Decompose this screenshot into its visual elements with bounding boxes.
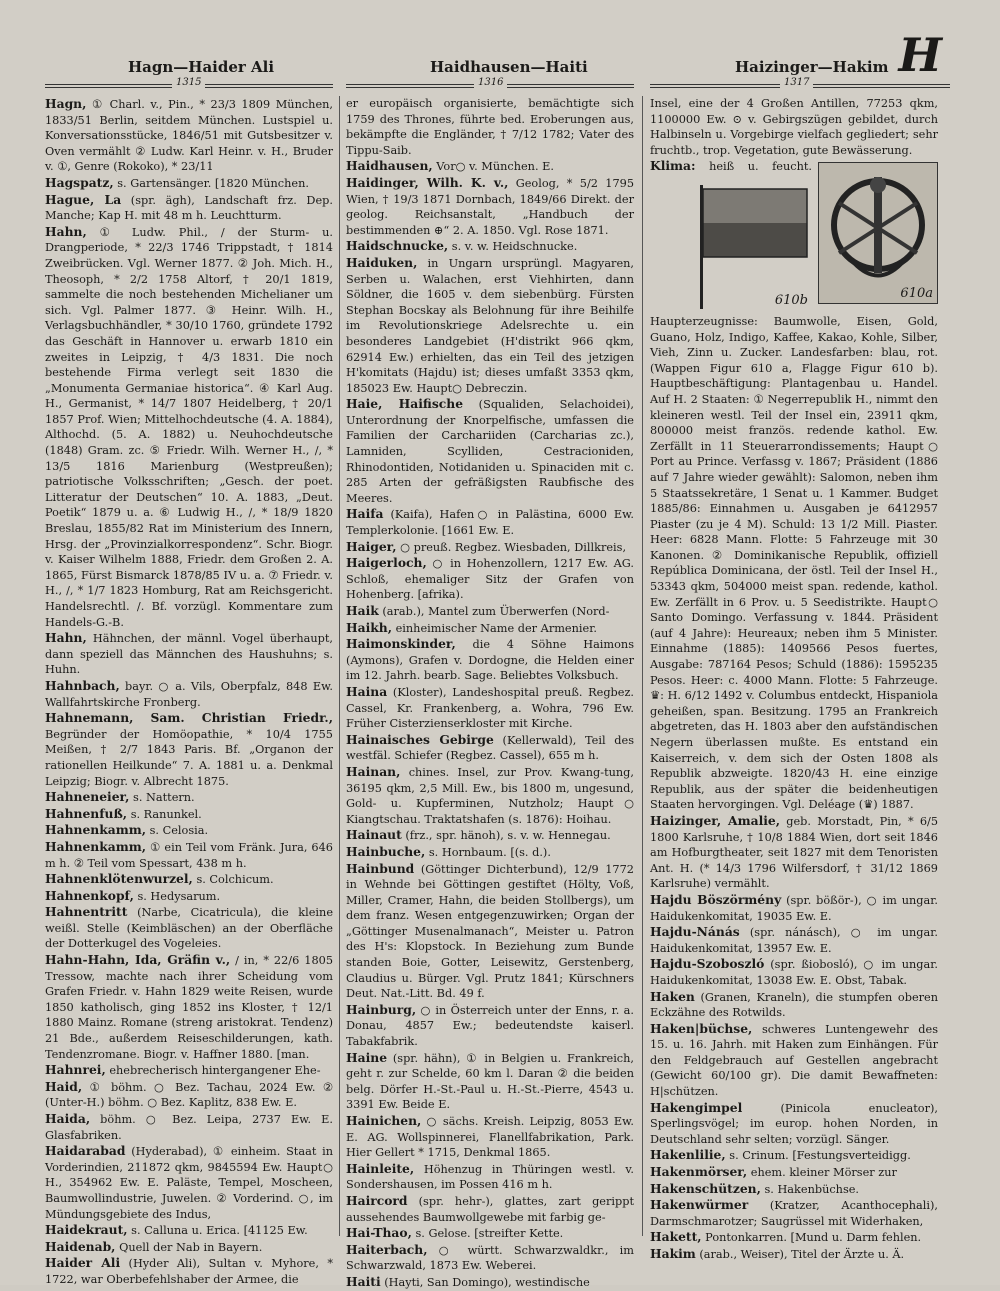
dictionary-entry	[346, 764, 634, 827]
dictionary-entry	[45, 1062, 333, 1079]
entry-headword: Hainbuche,	[346, 843, 426, 859]
entry-text: s. Hornbaum. [(s. d.).	[428, 845, 551, 859]
entry-text: Geolog, * 5/2 1795 Wien, † 19/3 1871 Dornbach, 1849/66 Direkt. der geolog. Reichsanstalt, „Handbuch der bestimmenden ⊕“ 2. A. 1850. Vgl. Rose 1871.	[346, 176, 635, 237]
dictionary-entry	[45, 822, 333, 839]
running-head-right: Haizinger—Hakim	[735, 58, 889, 76]
dictionary-entry	[346, 96, 634, 158]
dictionary-entry	[346, 255, 634, 396]
entry-text: heiß u. feucht. Haupterzeugnisse: Baumwolle, Eisen, Gold, Guano, Holz, Indigo, Kaffee, Kakao, Kohle, Silber, Vieh, Zinn u. Zucker. Landesfarben: blau, rot. (Wappen Figur 610 a, Flagge Figur 610 b). Hauptbeschäftigung: Plantagenbau u. Handel. Auf H. 2 Staaten: ① Negerrepublik H., nimmt den kleineren westl. Teil der Insel ein, 23911 qkm, 800000 meist französ. redende kathol. Ew. Zerfällt in 11 Steuerarrondissements; Haupt○ Port au Prince. Verfassg v. 1867; Präsident (1886 auf 7 Jahre wieder gewählt): Salomon, neben ihm 5 Staatssekretäre, 1 Senat u. 1 Kammer. Budget 1885/86: Einnahmen u. Ausgaben je 6412957 Piaster (zu je 4 M). Schuld: 13 1/2 Mill. Piaster. Heer: 6828 Mann. Flotte: 5 Fahrzeuge mit 30 Kanonen. ② Dominikanische Republik, offiziell República Dominicana, der östl. Teil der Insel H., 53343 qkm, 504000 meist span. redende, kathol. Ew. Zerfällt in 6 Prov. u. 5 Seedistrikte. Haupt○ Santo Domingo. Verfassung v. 1844. Präsident (auf 4 Jahre): Heureaux; neben ihm 5 Minister. Einnahme (1885): 1409566 Pesos fuertes, Ausgabe: 787164 Pesos; Schuld (1886): 1595235 Pesos. Heer: c. 4000 Mann. Flotte: 5 Fahrzeuge. ♛: H. 6/12 1492 v. Columbus entdeckt, Hispaniola geheißen, span. Besitzung. 1795 an Frankreich abgetreten, das H. 1803 aber den aufständischen Negern überlassen mußte. Es entstand ein Kaiserreich, v. dem sich der Osten 1808 als Republik abzweigte. 1820/43 H. eine einzige Republik, aus der später die beidenheutigen Staaten hervorgingen. Vgl. Deléage (♛) 1887.	[650, 160, 938, 812]
entry-headword: Hagn,	[45, 96, 87, 111]
entry-text: (arab., Weiser), Titel der Ärzte u. Ä.	[699, 1248, 905, 1261]
dictionary-entry	[45, 1079, 333, 1111]
entry-text: ○ in Österreich unter der Enns, r. a. Donau, 4857 Ew.; bedeutendste kaiserl. Tabakfabrik.	[346, 1003, 635, 1049]
entry-headword: Haigerloch,	[346, 555, 427, 571]
dictionary-entry	[346, 636, 634, 684]
running-head-center: Haidhausen—Haiti	[430, 58, 588, 76]
entry-text: Höhenzug in Thüringen westl. v. Sondershausen, im Possen 416 m h.	[346, 1162, 634, 1192]
entry-text: (Hayti, San Domingo), westindische	[384, 1275, 590, 1289]
dictionary-entry	[45, 630, 333, 678]
dictionary-entry	[45, 952, 333, 1062]
entry-headword: Hahnenfuß,	[45, 805, 128, 821]
entry-headword: Haiti	[346, 1273, 381, 1289]
entry-text: geb. Morstadt, Pin, * 6/5 1800 Karlsruhe, † 10/8 1884 Wien, dort seit 1846 am Hofburgtheater, seit 1827 mit dem Tenoristen Ant. H. (* 14/3 1796 Wilfersdorf, † 31/12 1869 Karlsruhe) vermählt.	[650, 814, 939, 891]
entry-text: / in, * 22/6 1805 Tressow, machte nach ihrer Scheidung vom Grafen Friedr. v. Hahn 1829 weite Reisen, wurde 1850 katholisch, ging 1852 ins Kloster, † 12/1 1880 Mainz. Romane (streng aristokrat. Tendenz) 21 Bde., außerdem Reiseschilderungen, kath. Tendenzromane. Biogr. v. Haffner 1880. [man.	[45, 954, 334, 1061]
dictionary-entry	[650, 1100, 938, 1148]
dictionary-entry	[346, 684, 634, 732]
entry-headword: Hainleite,	[346, 1160, 415, 1176]
entry-headword: Hahnrei,	[45, 1062, 106, 1078]
entry-headword: Hakim	[650, 1246, 696, 1261]
dictionary-entry	[346, 861, 634, 1002]
coat-of-arms-figure	[818, 162, 938, 304]
entry-headword: Haircord	[346, 1192, 408, 1208]
entry-text: ○ sächs. Kreish. Leipzig, 8053 Ew. E. AG. Wollspinnerei, Flanellfabrikation, Park. Hier Gellert * 1715, Denkmal 1865.	[346, 1115, 634, 1160]
dictionary-entry	[346, 555, 634, 603]
dictionary-entry	[650, 1147, 938, 1164]
dictionary-entry	[346, 1050, 634, 1113]
column-3	[650, 96, 939, 1261]
entry-headword: Haizinger, Amalie,	[650, 812, 781, 828]
entry-text: (arab.), Mantel zum Überwerfen (Nord-	[382, 605, 610, 618]
entry-text: s. Gelose. [streifter Kette.	[415, 1227, 564, 1241]
dictionary-entry	[346, 175, 634, 238]
dictionary-entry	[45, 904, 333, 952]
entry-headword: Hai-Thao,	[346, 1225, 412, 1241]
entry-headword: Hahnenklötenwurzel,	[45, 871, 193, 887]
dictionary-entry	[650, 989, 938, 1021]
entry-text: s. Colchicum.	[196, 873, 274, 887]
entry-headword: Haidekraut,	[45, 1222, 128, 1238]
entry-text: (spr. ägh), Landschaft frz. Dep. Manche; Kap H. mit 48 m h. Leuchtturm.	[45, 193, 333, 223]
entry-headword: Hagspatz,	[45, 174, 114, 190]
entry-text: (Kellerwald), Teil des westfäl. Schiefer (Regbez. Cassel), 655 m h.	[346, 733, 634, 763]
column-divider-2	[642, 96, 643, 1236]
entry-text: (Göttinger Dichterbund), 12/9 1772 in Wehnde bei Göttingen gestiftet (Hölty, Voß, Miller, Cramer, Hahn, die beiden Stollbergs), um dem franz. Wesen entgegenzuwirken; Organ der „Göttinger Musenalmanach“, Meister u. Patron des H's: Klopstock. In Beziehung zum Bunde standen Boie, Gotter, Leisewitz, Gerstenberg, Claudius u. Bürger. Vgl. Prutz 1841; Kürschners Deut. Nat.-Litt. Bd. 49 f.	[346, 862, 634, 1001]
entry-text: Begründer der Homöopathie, * 10/4 1755 Meißen, † 2/7 1843 Paris. Bf. „Organon der rationellen Heilkunde“ 7. A. 1881 u. a. Denkmal Leipzig; Biogr. v. Albrecht 1875.	[45, 727, 333, 788]
entry-headword: Haida,	[45, 1111, 91, 1126]
dictionary-entry	[650, 1197, 938, 1229]
entry-text: (Squaliden, Selachoidei), Unterordnung der Knorpelfische, umfassen die Familien der Carchariiden (Carcharias zc.), Lamniden, Scylliden, Cestracioniden, Rhinodontiden, Notidaniden u. Spinaciden mit c. 285 Arten der gefräßigsten Raubfische des Meeres.	[346, 398, 634, 505]
entry-headword: Haine	[346, 1049, 388, 1065]
entry-text: schweres Luntengewehr des 15. u. 16. Jahrh. mit Haken zum Einhängen. Für den Feldgebrauch auf Gestellen angebracht (Gewicht 60/100 gr). Die damit Bewaffneten: H|schützen.	[650, 1022, 939, 1099]
dictionary-entry	[45, 871, 333, 888]
entry-text: (Hyder Ali), Sultan v. Myhore, * 1722, war Oberbefehlshaber der Armee, die	[45, 1257, 333, 1286]
entry-text: (Kaifa), Hafen○ in Palästina, 6000 Ew. Templerkolonie. [1661 Ew. E.	[346, 508, 635, 538]
entry-headword: Hakett,	[650, 1229, 702, 1245]
dictionary-entry	[346, 1161, 634, 1193]
dictionary-entry	[650, 892, 938, 924]
dictionary-entry	[45, 839, 333, 871]
dictionary-entry	[346, 1242, 634, 1274]
entry-headword: Hahnentritt	[45, 904, 128, 920]
dictionary-entry	[650, 1181, 938, 1198]
entry-headword: Haie, Haifische	[346, 396, 464, 412]
page-number-left: 1315	[172, 77, 205, 88]
page-number-right: 1317	[780, 77, 813, 88]
entry-headword: Hahnbach,	[45, 677, 120, 693]
entry-text: (spr. hehr-), glattes, zart gerippt aussehendes Baumwollgewebe mit farbig ge-	[346, 1194, 635, 1224]
entry-text: in Ungarn ursprüngl. Magyaren, Serben u. Walachen, erst Viehhirten, dann Söldner, die 1605 v. dem siebenbürg. Fürsten Stephan Bocskay als Belohnung für ihre Beihilfe im Revolutionskriege Adelsrechte u. ein besonderes Landgebiet (H'distrikt 966 qkm, 62914 Ew.) erhielten, das ein Teil des jetzigen H'komitats (Hajdu) ist; dieses umfaßt 3353 qkm, 185023 Ew. Haupt○ Debreczin.	[346, 256, 635, 395]
entry-headword: Hainaisches Gebirge	[346, 731, 494, 747]
dictionary-entry	[346, 1002, 634, 1050]
entry-headword: Hainichen,	[346, 1113, 422, 1128]
entry-text: (Narbe, Cicatricula), die kleine weißl. Stelle (Keimbläschen) an der Oberfläche der Dotterkugel des Vogeleies.	[45, 906, 334, 951]
dictionary-entry	[650, 924, 938, 956]
dictionary-entry	[346, 732, 634, 764]
dictionary-entry	[45, 1222, 333, 1239]
entry-text: (spr. nánásch), ○ im ungar. Haidukenkomitat, 13957 Ew. E.	[650, 926, 939, 955]
entry-text: s. Hedysarum.	[137, 889, 221, 903]
entry-text: böhm. ○ Bez. Leipa, 2737 Ew. E. Glasfabriken.	[45, 1113, 333, 1142]
dictionary-entry	[346, 1225, 634, 1242]
entry-headword: Hajdu-Szoboszló	[650, 956, 765, 972]
dictionary-entry	[45, 192, 333, 224]
entry-text: (frz., spr. hänoh), s. v. w. Hennegau.	[405, 829, 611, 843]
entry-headword: Hahnenkamm,	[45, 822, 147, 838]
entry-text: (Kloster), Landeshospital preuß. Regbez. Cassel, Kr. Frankenberg, a. Wohra, 796 Ew. Früher Cisterzienserkloster mit Kirche.	[346, 685, 635, 731]
dictionary-entry	[346, 844, 634, 861]
entry-text: Vor○ v. München. E.	[436, 160, 554, 174]
dictionary-entry	[45, 678, 333, 710]
entry-text: er europäisch organisierte, bemächtigte sich 1759 des Thrones, führte bed. Eroberungen aus, bekämpfte die Engländer, † 7/12 1782; Vater des Tippu-Saib.	[346, 97, 634, 157]
entry-text: ehebrecherisch hintergangener Ehe-	[109, 1064, 321, 1078]
entry-text: die 4 Söhne Haimons (Aymons), Grafen v. Dordogne, die Helden einer im 12. Jahrh. bearb. Sage. Beliebtes Volksbuch.	[346, 638, 635, 683]
dictionary-entry	[650, 1229, 938, 1246]
entry-text: Quell der Nab in Bayern.	[119, 1240, 263, 1254]
dictionary-entry	[45, 1255, 333, 1287]
entry-text: ① Charl. v., Pin., * 23/3 1809 München, 1833/51 Berlin, seitdem München. Lustspiel u. Konversationsstücke, 1846/51 mit Gutsbesitzer v. Oven vermählt ② Ludw. Karl Heinr. v. H., Bruder v. ①, Genre (Rokoko), * 23/11	[45, 98, 333, 174]
entry-headword: Haiger,	[346, 538, 397, 554]
entry-headword: Haik	[346, 603, 379, 618]
dictionary-entry	[650, 813, 938, 892]
entry-headword: Hainan,	[346, 763, 401, 779]
entry-headword: Hahnemann, Sam. Christian Friedr.,	[45, 710, 333, 726]
entry-headword: Haina	[346, 683, 388, 699]
entry-headword: Hajdu Böszörmény	[650, 891, 782, 907]
entry-headword: Klima:	[650, 158, 696, 174]
entry-headword: Haiterbach,	[346, 1241, 428, 1257]
dictionary-entry	[45, 224, 333, 630]
entry-text: ① ein Teil vom Fränk. Jura, 646 m h. ② Teil vom Spessart, 438 m h.	[45, 840, 333, 870]
entry-headword: Haikh,	[346, 619, 392, 635]
entry-headword: Haidinger, Wilh. K. v.,	[346, 174, 509, 190]
entry-text: ① Ludw. Phil., / der Sturm- u. Drangperiode, * 22/3 1746 Trippstadt, † 1814 Zweibrücken. Vgl. Werner 1877. ② Joh. Mich. H., Theosoph, * 2/2 1758 Altorf, † 20/1 1819, sammelte die noch bestehenden Michelianer um sich. Vgl. Palmer 1877. ③ Heinr. Wilh. H., Verlagsbuchhändler, * 30/10 1760, gründete 1792 das Geschäft in Hannover u. erwarb 1810 ein zweites in Leipzig, † 4/3 1831. Die noch bestehende Firma verlegt seit 1830 die „Monumenta Germaniae historica“. ④ Karl Aug. H., Germanist, * 14/7 1807 Heidelberg, † 20/1 1857 Prof. Wien; Mittelhochdeutsche (4. A. 1884), Althochd. (5. A. 1882) u. Neuhochdeutsche (1848) Gram. zc. ⑤ Friedr. Wilh. Werner H., /, * 13/5 1816 Marienburg (Westpreußen); patriotische Volksschriften; „Gesch. der poet. Litteratur der Deutschen“ 10. A. 1883, „Deut. Poetik“ 1879 u. a. ⑥ Ludwig H., /, * 18/9 1820 Breslau, 1855/82 Rat im Ministerium des Innern, Hrsg. der „Provinzialkorrespondenz“. Schr. Biogr. v. Kaiser Wilhelm 1888, Friedr. dem Großen 2. A. 1865, Fürst Bismarck 1878/85 IV u. a. ⑦ Friedr. v. H., /, * 1/7 1823 Homburg, Rat am Reichsgericht. Handelsrechtl. /. Bf. vorzügl. Kommentare zum Handels-G.-B.	[45, 225, 333, 629]
entry-headword: Haidenab,	[45, 1238, 116, 1254]
dictionary-entry	[45, 1111, 333, 1143]
entry-text: (Pinicola enucleator), Sperlingsvögel; im europ. hohen Norden, in Deutschland sehr selten; vorzügl. Sänger.	[650, 1101, 939, 1146]
entry-text: s. Calluna u. Erica. [41125 Ew.	[131, 1224, 308, 1238]
dictionary-entry	[346, 620, 634, 637]
entry-headword: Hahnenkopf,	[45, 887, 134, 903]
figure-label-flag: 610b	[774, 293, 808, 309]
entry-text: ○ preuß. Regbez. Wiesbaden, Dillkreis,	[400, 540, 627, 554]
dictionary-entry	[45, 789, 333, 806]
entry-text: (Granen, Kraneln), die stumpfen oberen Eckzähne des Rotwilds.	[650, 990, 938, 1020]
dictionary-entry	[346, 158, 634, 175]
column-2	[346, 96, 635, 1289]
dictionary-entry	[45, 888, 333, 905]
entry-headword: Haidhausen,	[346, 158, 433, 174]
flag-icon	[694, 179, 812, 311]
entry-headword: Hakenmörser,	[650, 1164, 748, 1180]
entry-headword: Hahn,	[45, 630, 87, 646]
dictionary-entry	[346, 1274, 634, 1291]
entry-text: (spr. ßiobosló), ○ im ungar. Haidukenkomitat, 13038 Ew. E. Obst, Tabak.	[650, 958, 938, 987]
dictionary-entry	[45, 1239, 333, 1256]
entry-headword: Haidschnucke,	[346, 238, 449, 254]
dictionary-entry	[45, 96, 333, 175]
entry-headword: Haidarabad	[45, 1143, 126, 1159]
entry-headword: Hahn-Hahn, Ida, Gräfin v.,	[45, 952, 231, 968]
page-number-center: 1316	[474, 77, 507, 88]
entry-headword: Hahnenkamm,	[45, 838, 147, 854]
entry-headword: Hakenschützen,	[650, 1180, 761, 1196]
entry-text: ○ württ. Schwarzwaldkr., im Schwarzwald, 1873 Ew. Weberei.	[346, 1243, 635, 1273]
entry-text: s. Nattern.	[133, 791, 195, 805]
entry-text: s. Crinum. [Festungsverteidigg.	[729, 1149, 911, 1163]
dictionary-entry	[650, 1021, 938, 1100]
entry-text: (spr. bößör-), ○ im ungar. Haidukenkomitat, 19035 Ew. E.	[650, 893, 938, 923]
entry-headword: Hakengimpel	[650, 1099, 743, 1115]
entry-text: ① böhm. ○ Bez. Tachau, 2024 Ew. ② (Unter-H.) böhm. ○ Bez. Kaplitz, 838 Ew. E.	[45, 1080, 334, 1110]
entry-headword: Haiduken,	[346, 254, 418, 270]
entry-text: chines. Insel, zur Prov. Kwang-tung, 36195 qkm, 2,5 Mill. Ew., bis 1800 m, ungesund, Gold- u. Kupferminen, Nutzholz; Haupt○ Kiangtschau. Traktatshafen (s. 1876): Hoihau.	[346, 765, 634, 826]
dictionary-entry	[45, 710, 333, 789]
entry-headword: Hajdu-Nánás	[650, 924, 740, 940]
dictionary-entry	[346, 1113, 634, 1161]
entry-text: einheimischer Name der Armenier.	[395, 621, 597, 635]
figure-label-coat: 610a	[900, 285, 933, 301]
dictionary-entry	[346, 238, 634, 255]
entry-headword: Haken|büchse,	[650, 1020, 753, 1036]
entry-text: s. Celosia.	[149, 824, 209, 838]
entry-headword: Haimonskinder,	[346, 636, 456, 652]
entry-headword: Haifa	[346, 506, 384, 522]
dictionary-entry	[346, 603, 634, 620]
dictionary-entry	[45, 1143, 333, 1222]
entry-headword: Hahn,	[45, 223, 87, 239]
running-head-left: Hagn—Haider Ali	[128, 58, 275, 76]
entry-text: s. Hakenbüchse.	[764, 1182, 860, 1196]
entry-text: s. Gartensänger. [1820 München.	[117, 176, 309, 190]
entry-text: Pontonkarren. [Mund u. Darm fehlen.	[705, 1231, 922, 1245]
dictionary-entry	[346, 1193, 634, 1225]
entry-headword: Haken	[650, 988, 695, 1004]
dictionary-entry	[346, 539, 634, 556]
entry-text: s. v. w. Heidschnucke.	[451, 240, 578, 254]
entry-text: s. Ranunkel.	[130, 807, 202, 821]
dictionary-entry	[346, 506, 634, 538]
entry-headword: Hague, La	[45, 191, 122, 207]
dictionary-entry	[45, 175, 333, 192]
dictionary-entry	[650, 1246, 938, 1263]
entry-headword: Hainburg,	[346, 1001, 417, 1017]
section-letter: H	[898, 28, 942, 82]
entry-text: (Kratzer, Acanthocephali), Darmschmarotzer; Saugrüssel mit Widerhaken,	[650, 1199, 939, 1228]
entry-headword: Hainaut	[346, 827, 402, 843]
flag-figure	[694, 179, 812, 311]
entry-text: bayr. ○ a. Vils, Oberpfalz, 848 Ew. Wallfahrtskirche Fronberg.	[45, 679, 333, 709]
entry-text: ehem. kleiner Mörser zur	[750, 1166, 897, 1180]
entry-text: ○ in Hohenzollern, 1217 Ew. AG. Schloß, ehemaliger Sitz der Grafen von Hohenberg. [afrika).	[346, 557, 635, 602]
entry-headword: Hakenlilie,	[650, 1147, 726, 1163]
entry-headword: Haid,	[45, 1078, 83, 1094]
entry-headword: Hakenwürmer	[650, 1197, 749, 1213]
entry-text: (Hyderabad), ① einheim. Staat in Vorderindien, 211872 qkm, 9845594 Ew. Haupt○ H., 354962 Ew. E. Paläste, Tempel, Moscheen, Baumwollindustrie, Juwelen. ② Vorderind. ○, im Mündungsgebiete des Indus,	[45, 1145, 333, 1221]
dictionary-entry	[650, 1164, 938, 1181]
entry-headword: Haider Ali	[45, 1255, 121, 1271]
column-divider-1	[339, 96, 340, 1236]
entry-text: Insel, eine der 4 Großen Antillen, 77253 qkm, 1100000 Ew. ⊙ v. Gebirgszügen gebildet, durch Halbinseln u. Vorgebirge vielfach gegliedert; sehr fruchtb., trop. Vegetation, gute Bewässerung.	[650, 97, 938, 157]
dictionary-entry	[650, 956, 938, 988]
entry-text: (spr. hähn), ① in Belgien u. Frankreich, geht r. zur Schelde, 60 km l. Daran ② die beiden belg. Dörfer H.-St.-Paul u. H.-St.-Pierre, 4543 u. 3391 Ew. Beide E.	[346, 1051, 634, 1112]
coat-of-arms-icon	[819, 163, 937, 303]
dictionary-entry	[346, 827, 634, 844]
entry-headword: Hahneneier,	[45, 789, 130, 805]
column-1	[45, 96, 334, 1286]
entry-text: Hähnchen, der männl. Vogel überhaupt, dann speziell das Männchen des Haushuhns; s. Huhn.	[45, 632, 334, 677]
entry-headword: Hainbund	[346, 860, 415, 876]
dictionary-entry	[346, 396, 634, 506]
dictionary-entry	[45, 806, 333, 823]
